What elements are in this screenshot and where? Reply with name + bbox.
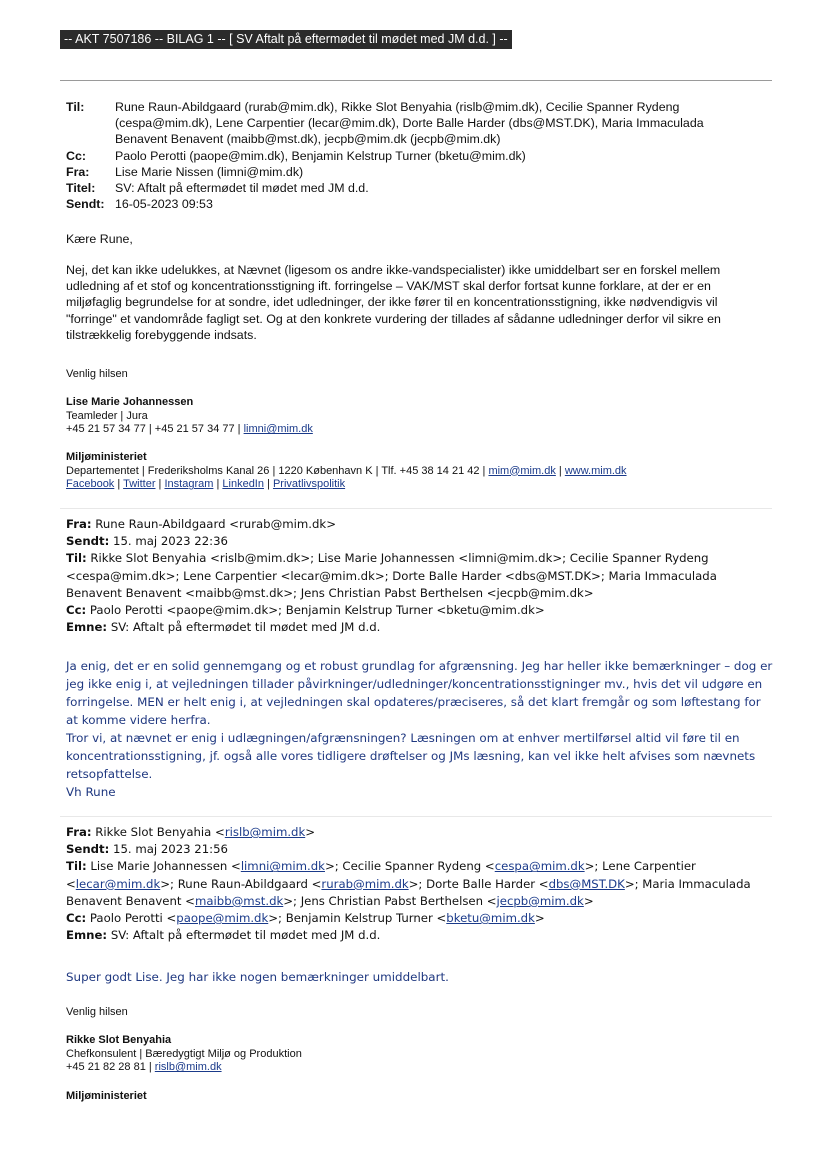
quoted-body-line: jeg ikke enig i, at vejledningen tillader påvirkninger/udledninger/koncentrationsstigninger mv., hvis det vil udgøre en	[66, 677, 763, 691]
recipient-text: <	[66, 876, 76, 891]
quoted-cc-line	[66, 910, 776, 927]
organization-web-link[interactable]: www.mim.dk	[564, 464, 627, 477]
recipient-text: >; Jens Christian Pabst Berthelsen <	[283, 893, 497, 908]
quoted-til-value: Rikke Slot Benyahia <rislb@mim.dk>; Lise Marie Johannessen <limni@mim.dk>; Cecilie Spanner Rydeng	[90, 551, 709, 566]
social-links: Facebook | Twitter | Instagram | LinkedIn | Privatlivspolitik	[66, 478, 346, 491]
twitter-link[interactable]: Twitter	[123, 478, 156, 491]
quoted-fra-value: Rune Raun-Abildgaard <rurab@mim.dk>	[95, 517, 336, 531]
signature	[66, 396, 766, 437]
body-line: miljøfaglig begrundelse for at sondre, idet udledninger, der ikke fører til en koncentrationsstigning, ikke nødvendigvis vil	[66, 295, 718, 310]
quoted-til-line	[66, 550, 776, 567]
signature-phone: +45 21 82 28 81 |	[66, 1061, 155, 1074]
signature-title: Chefkonsulent | Bæredygtigt Miljø og Produktion	[66, 1047, 302, 1060]
quoted-body-line: Vh Rune	[66, 785, 116, 799]
cc-label: Cc:	[66, 148, 86, 163]
quoted-til-label: Til:	[66, 551, 87, 566]
instagram-link[interactable]: Instagram	[164, 478, 214, 491]
recipient-text: >	[583, 893, 594, 908]
header-rule	[60, 80, 772, 81]
til-value	[115, 99, 704, 148]
fra-label: Fra:	[66, 164, 90, 179]
quoted-fra-line	[66, 516, 776, 533]
facebook-link[interactable]: Facebook	[66, 478, 115, 491]
header-table	[66, 99, 704, 212]
signature-phone-line	[66, 1061, 766, 1075]
titel-value: SV: Aftalt på eftermødet til mødet med JM d.d.	[115, 181, 369, 196]
til-line: (cespa@mim.dk), Lene Carpentier (lecar@mim.dk), Dorte Balle Harder (dbs@MST.DK), Maria Immaculada	[115, 116, 704, 131]
signature-phone-line	[66, 423, 766, 437]
signature-email-link[interactable]: rislb@mim.dk	[154, 1061, 222, 1074]
quoted-header-2	[66, 824, 776, 944]
quoted-til-line	[66, 876, 776, 893]
recipient-email-link[interactable]: limni@mim.dk	[240, 859, 325, 874]
sendt-value: 16-05-2023 09:53	[115, 197, 213, 212]
signature-name: Lise Marie Johannessen	[66, 396, 194, 408]
quoted-sendt-label: Sendt:	[66, 842, 110, 857]
recipient-text: >; Lene Carpentier	[584, 859, 696, 874]
quoted-cc-line	[66, 602, 776, 619]
cc-text: >; Benjamin Kelstrup Turner <	[268, 911, 447, 926]
quoted-til-line: <cespa@mim.dk>; Lene Carpentier <lecar@mim.dk>; Dorte Balle Harder <dbs@MST.DK>; Maria Immaculada	[66, 568, 717, 583]
greeting: Kære Rune,	[66, 232, 133, 246]
recipient-email-link[interactable]: jecpb@mim.dk	[496, 893, 584, 908]
quoted-fra-name: Rikke Slot Benyahia <	[95, 825, 225, 839]
signature-email-link[interactable]: limni@mim.dk	[243, 423, 313, 436]
quoted-sendt-line	[66, 533, 776, 550]
cc-value: Paolo Perotti (paope@mim.dk), Benjamin Kelstrup Turner (bketu@mim.dk)	[115, 148, 526, 163]
quoted-til-line	[66, 893, 776, 910]
cc-text: Paolo Perotti <	[89, 911, 177, 926]
body-line: "forringe" et vandområde fagligt set. Og at den konkrete vurdering der tillades af sådanne udledninger derfor vil sikre en	[66, 311, 721, 326]
cc-email-link[interactable]: paope@mim.dk	[176, 911, 269, 926]
quoted-emne-label: Emne:	[66, 620, 108, 635]
closing-2: Venlig hilsen	[66, 1006, 128, 1018]
quoted-emne-line	[66, 619, 776, 636]
til-line: Rune Raun-Abildgaard (rurab@mim.dk), Rikke Slot Benyahia (rislb@mim.dk), Cecilie Spanner Rydeng	[115, 100, 680, 114]
body-line: Nej, det kan ikke udelukkes, at Nævnet (ligesom os andre ikke-vandspecialister) ikke umiddelbart ser en forskel mellem	[66, 263, 721, 277]
recipient-text: Benavent Benavent <	[66, 893, 195, 908]
organization-name: Miljøministeriet	[66, 1090, 147, 1102]
recipient-email-link[interactable]: cespa@mim.dk	[494, 859, 585, 874]
message-separator	[60, 816, 772, 817]
organization-address: Departementet | Frederiksholms Kanal 26 | 1220 København K | Tlf. +45 38 14 21 42 |	[66, 464, 489, 477]
recipient-text: >; Cecilie Spanner Rydeng <	[324, 859, 495, 874]
quoted-til-line: Benavent Benavent <maibb@mst.dk>; Jens Christian Pabst Berthelsen <jecpb@mim.dk>	[66, 585, 594, 600]
privacy-policy-link[interactable]: Privatlivspolitik	[272, 478, 346, 491]
quoted-body	[66, 657, 778, 801]
message-separator	[60, 508, 772, 509]
quoted-header	[66, 516, 776, 636]
quoted-body-line: Ja enig, det er en solid gennemgang og et robust grundlag for afgrænsning. Jeg har heller ikke bemærkninger – dog er	[66, 659, 773, 673]
cc-email-link[interactable]: bketu@mim.dk	[446, 911, 535, 926]
quoted-fra-line: Fra: Rikke Slot Benyahia <rislb@mim.dk>	[66, 825, 316, 839]
quoted-emne-value: SV: Aftalt på eftermødet til mødet med JM d.d.	[110, 620, 381, 635]
quoted-body-line: retsopfattelse.	[66, 767, 153, 781]
recipient-text: >; Rune Raun-Abildgaard <	[160, 876, 322, 891]
document-banner: -- AKT 7507186 -- BILAG 1 -- [ SV Aftalt på eftermødet til mødet med JM d.d. ] --	[60, 30, 512, 49]
quoted-emne-line	[66, 927, 776, 944]
quoted-til-label: Til:	[66, 859, 87, 874]
sendt-label: Sendt:	[66, 197, 105, 212]
signature-title: Teamleder | Jura	[66, 409, 148, 422]
quoted-emne-label: Emne:	[66, 928, 108, 943]
recipient-text: >; Dorte Balle Harder <	[408, 876, 549, 891]
cc-text: >	[534, 911, 545, 926]
body-line: tilstrækkelig forebyggende indsats.	[66, 327, 257, 342]
recipient-text: >; Maria Immaculada	[624, 876, 751, 891]
quoted-fra-label: Fra:	[66, 825, 92, 839]
signature-name: Rikke Slot Benyahia	[66, 1034, 172, 1046]
body-line: udledning af et stof og koncentrationsstigning ift. forringelse – VAK/MST skal derfor fortsat kunne forklare, at der er en	[66, 279, 711, 294]
quoted-cc-label: Cc:	[66, 911, 87, 926]
organization-name-2	[66, 1090, 766, 1104]
fra-value: Lise Marie Nissen (limni@mim.dk)	[115, 164, 304, 179]
quoted-body-line: koncentrationsstigning, jf. også alle vores tidligere drøftelser og JMs læsning, kan vel ikke helt afvises som nævnets	[66, 749, 756, 763]
organization-address-line: Departementet | Frederiksholms Kanal 26 | 1220 København K | Tlf. +45 38 14 21 42 | mim@mim.dk | www.mim.dk	[66, 464, 627, 477]
quoted-emne-value: SV: Aftalt på eftermødet til mødet med JM d.d.	[110, 928, 381, 943]
organization-email-link[interactable]: mim@mim.dk	[488, 464, 556, 477]
email-header	[66, 99, 766, 212]
organization-block	[66, 451, 766, 492]
signature-2	[66, 1034, 766, 1075]
quoted-cc-label: Cc:	[66, 603, 87, 618]
quoted-body-line: forringelse. MEN er helt enig i, at vejledningen skal opdateres/præciseres, så det klart fremgår og som løftestang for	[66, 695, 761, 709]
quoted-body-2: Super godt Lise. Jeg har ikke nogen bemærkninger umiddelbart.	[66, 970, 449, 984]
quoted-body-line: Tror vi, at nævnet er enig i udlægningen/afgrænsningen? Læsningen om at enhver mertilførsel altid vil føre til en	[66, 731, 740, 745]
quoted-cc-value: Paolo Perotti <paope@mim.dk>; Benjamin Kelstrup Turner <bketu@mim.dk>	[89, 603, 545, 618]
quoted-sendt-line	[66, 841, 776, 858]
recipient-email-link[interactable]: rurab@mim.dk	[321, 876, 409, 891]
quoted-til-line	[66, 858, 776, 875]
til-line: Benavent Benavent (maibb@mst.dk), jecpb@mim.dk (jecpb@mim.dk)	[115, 132, 501, 147]
til-label: Til:	[66, 100, 85, 114]
organization-name: Miljøministeriet	[66, 451, 147, 463]
quoted-sendt-value: 15. maj 2023 22:36	[113, 534, 228, 549]
quoted-sendt-value: 15. maj 2023 21:56	[113, 842, 228, 857]
quoted-body-line: at komme videre herfra.	[66, 713, 211, 727]
linkedin-link[interactable]: LinkedIn	[222, 478, 264, 491]
titel-label: Titel:	[66, 181, 96, 196]
recipient-text: Lise Marie Johannessen <	[90, 859, 241, 874]
recipient-email-link[interactable]: maibb@mst.dk	[194, 893, 284, 908]
message-body	[66, 262, 766, 343]
quoted-sendt-label: Sendt:	[66, 534, 110, 549]
closing: Venlig hilsen	[66, 368, 128, 380]
recipient-email-link[interactable]: dbs@MST.DK	[548, 876, 625, 891]
quoted-fra-email-link[interactable]: rislb@mim.dk	[224, 825, 306, 839]
quoted-fra-label: Fra:	[66, 517, 92, 531]
recipient-email-link[interactable]: lecar@mim.dk	[75, 876, 161, 891]
signature-phone: +45 21 57 34 77 | +45 21 57 34 77 |	[66, 423, 244, 436]
